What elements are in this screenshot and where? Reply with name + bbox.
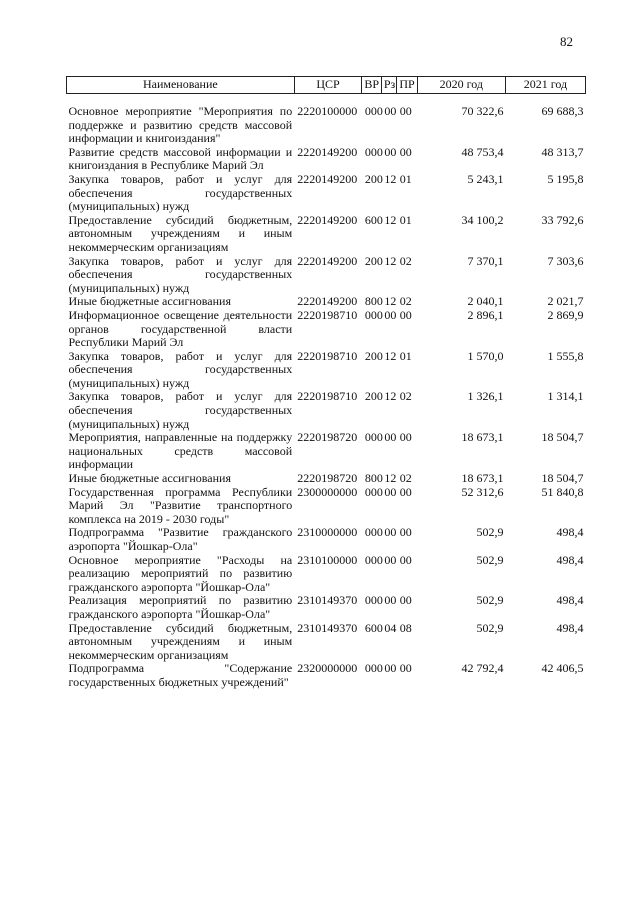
cell-csr: 2310149370 [297, 593, 358, 608]
cell-y2020: 1 326,1 [467, 389, 504, 404]
cell-pr: 02 [399, 389, 412, 404]
table-row [67, 173, 586, 214]
table-row [67, 594, 586, 621]
cell-name: Предоставление субсидий бюджетным, автономным учреждениям и иным некоммерческим организациям [68, 620, 293, 662]
cell-y2021: 1 314,1 [547, 389, 584, 404]
cell-y2021: 7 303,6 [547, 253, 584, 268]
cell-name: Закупка товаров, работ и услуг для обеспечения государственных (муниципальных) нужд [68, 389, 293, 431]
cell-vr: 000 [364, 307, 383, 322]
cell-name: Закупка товаров, работ и услуг для обеспечения государственных (муниципальных) нужд [68, 171, 293, 214]
table-row [67, 390, 586, 431]
cell-y2020: 48 753,4 [461, 144, 504, 159]
cell-name: Информационное освещение деятельности органов государственной власти Республики Марий Эл [68, 307, 293, 350]
cell-y2021: 498,4 [556, 620, 584, 635]
table-row [67, 295, 586, 309]
cell-name: Закупка товаров, работ и услуг для обеспечения государственных (муниципальных) нужд [68, 348, 293, 390]
cell-y2020: 18 673,1 [461, 430, 504, 445]
cell-y2020: 502,9 [476, 593, 504, 608]
cell-rz: 00 [384, 552, 397, 567]
cell-y2020: 34 100,2 [461, 212, 504, 227]
table-row [67, 472, 586, 486]
cell-csr: 2220149200 [297, 144, 358, 159]
cell-vr: 800 [364, 294, 383, 309]
table-row [67, 146, 586, 173]
cell-y2020: 5 243,1 [467, 171, 504, 186]
table-row [67, 526, 586, 553]
cell-csr: 2220198720 [297, 471, 358, 486]
cell-y2021: 42 406,5 [541, 661, 584, 676]
cell-rz: 00 [384, 484, 397, 499]
cell-vr: 000 [364, 144, 383, 159]
cell-pr: 00 [399, 144, 412, 159]
cell-rz: 00 [384, 661, 397, 676]
cell-name: Развитие средств массовой информации и книгоиздания в Республике Марий Эл [68, 144, 293, 173]
cell-y2021: 33 792,6 [541, 212, 584, 227]
cell-rz: 12 [384, 253, 397, 268]
cell-csr: 2220149200 [297, 294, 358, 309]
header-2021: 2021 год [505, 77, 585, 94]
cell-name: Реализация мероприятий по развитию гражданского аэропорта "Йошкар-Ола" [68, 593, 293, 621]
cell-name: Подпрограмма "Содержание государственных бюджетных учреждений" [68, 661, 293, 689]
table-row [67, 214, 586, 255]
cell-rz: 12 [384, 348, 397, 363]
cell-y2021: 498,4 [556, 593, 584, 608]
cell-vr: 000 [364, 525, 383, 540]
cell-y2021: 51 840,8 [541, 484, 584, 499]
cell-pr: 00 [399, 593, 412, 608]
cell-pr: 00 [399, 661, 412, 676]
cell-csr: 2310149370 [297, 620, 358, 635]
cell-name: Мероприятия, направленные на поддержку национальных средств массовой информации [68, 430, 293, 472]
cell-pr: 00 [399, 307, 412, 322]
cell-rz: 00 [384, 307, 397, 322]
cell-pr: 00 [399, 525, 412, 540]
cell-rz: 12 [384, 294, 397, 309]
header-2020: 2020 год [417, 77, 505, 94]
budget-table [66, 76, 586, 690]
cell-y2020: 52 312,6 [461, 484, 504, 499]
cell-pr: 00 [399, 484, 412, 499]
cell-y2020: 2 040,1 [467, 294, 504, 309]
table-row [67, 662, 586, 689]
cell-pr: 02 [399, 471, 412, 486]
page-number: 82 [560, 34, 573, 49]
cell-pr: 00 [399, 430, 412, 445]
table-row [67, 94, 586, 146]
cell-rz: 12 [384, 471, 397, 486]
cell-vr: 000 [364, 484, 383, 499]
cell-y2021: 18 504,7 [541, 430, 584, 445]
cell-name: Основное мероприятие "Мероприятия по поддержке и развитию средств массовой информации и книгоиздания" [68, 104, 293, 146]
header-vr: ВР [362, 77, 381, 94]
cell-vr: 000 [364, 104, 383, 118]
cell-y2020: 502,9 [476, 620, 504, 635]
cell-csr: 2220198710 [297, 307, 358, 322]
cell-y2021: 18 504,7 [541, 471, 584, 486]
cell-pr: 08 [399, 620, 412, 635]
cell-name: Государственная программа Республики Марий Эл "Развитие транспортного комплекса на 2019 - 2030 годы" [68, 484, 293, 526]
cell-name: Иные бюджетные ассигнования [68, 471, 231, 486]
cell-csr: 2220149200 [297, 253, 358, 268]
cell-pr: 01 [399, 171, 412, 186]
cell-vr: 000 [364, 430, 383, 445]
cell-vr: 000 [364, 661, 383, 676]
cell-y2021: 2 021,7 [547, 294, 584, 309]
cell-y2020: 7 370,1 [467, 253, 504, 268]
cell-name: Иные бюджетные ассигнования [68, 294, 231, 309]
cell-rz: 00 [384, 144, 397, 159]
table-row [67, 431, 586, 472]
cell-csr: 2320000000 [297, 661, 358, 676]
cell-pr: 00 [399, 104, 412, 118]
table-header [67, 77, 586, 94]
cell-name: Подпрограмма "Развитие гражданского аэропорта "Йошкар-Ола" [68, 525, 293, 553]
table-body [67, 94, 586, 690]
cell-y2021: 1 555,8 [547, 348, 584, 363]
cell-rz: 12 [384, 389, 397, 404]
cell-csr: 2220100000 [297, 104, 358, 118]
cell-y2021: 2 869,9 [547, 307, 584, 322]
header-pr: ПР [397, 77, 418, 94]
header-name: Наименование [67, 77, 295, 94]
cell-csr: 2310000000 [297, 525, 358, 540]
cell-name: Предоставление субсидий бюджетным, автономным учреждениям и иным некоммерческим организациям [68, 212, 293, 254]
cell-pr: 02 [399, 294, 412, 309]
cell-rz: 00 [384, 430, 397, 445]
cell-y2021: 5 195,8 [547, 171, 584, 186]
cell-csr: 2300000000 [297, 484, 358, 499]
table-row [67, 350, 586, 391]
cell-csr: 2220149200 [297, 171, 358, 186]
cell-vr: 000 [364, 593, 383, 608]
cell-y2021: 69 688,3 [541, 104, 584, 118]
cell-y2020: 502,9 [476, 525, 504, 540]
table-row [67, 486, 586, 527]
cell-vr: 200 [364, 389, 383, 404]
cell-name: Основное мероприятие "Расходы на реализацию мероприятий по развитию гражданского аэропорта "Йошкар-Ола" [68, 552, 293, 594]
cell-vr: 200 [364, 253, 383, 268]
cell-vr: 600 [364, 212, 383, 227]
cell-rz: 00 [384, 593, 397, 608]
cell-y2020: 70 322,6 [461, 104, 504, 118]
cell-pr: 01 [399, 212, 412, 227]
header-rz: Рз [381, 77, 396, 94]
cell-vr: 000 [364, 552, 383, 567]
cell-rz: 12 [384, 171, 397, 186]
cell-y2020: 18 673,1 [461, 471, 504, 486]
cell-pr: 00 [399, 552, 412, 567]
table-row [67, 255, 586, 296]
cell-vr: 200 [364, 171, 383, 186]
cell-vr: 200 [364, 348, 383, 363]
cell-csr: 2310100000 [297, 552, 358, 567]
cell-pr: 02 [399, 253, 412, 268]
cell-rz: 00 [384, 525, 397, 540]
table-row [67, 622, 586, 663]
cell-y2020: 502,9 [476, 552, 504, 567]
cell-y2020: 42 792,4 [461, 661, 504, 676]
cell-y2020: 2 896,1 [467, 307, 504, 322]
cell-name: Закупка товаров, работ и услуг для обеспечения государственных (муниципальных) нужд [68, 253, 293, 295]
table-row [67, 309, 586, 350]
cell-csr: 2220198710 [297, 389, 358, 404]
cell-y2021: 48 313,7 [541, 144, 584, 159]
cell-rz: 12 [384, 212, 397, 227]
cell-csr: 2220149200 [297, 212, 358, 227]
cell-y2020: 1 570,0 [467, 348, 504, 363]
cell-vr: 800 [364, 471, 383, 486]
cell-y2021: 498,4 [556, 552, 584, 567]
cell-vr: 600 [364, 620, 383, 635]
header-csr: ЦСР [294, 77, 362, 94]
cell-csr: 2220198720 [297, 430, 358, 445]
cell-rz: 04 [384, 620, 397, 635]
cell-csr: 2220198710 [297, 348, 358, 363]
cell-pr: 01 [399, 348, 412, 363]
cell-rz: 00 [384, 104, 397, 118]
table-row [67, 554, 586, 595]
cell-y2021: 498,4 [556, 525, 584, 540]
